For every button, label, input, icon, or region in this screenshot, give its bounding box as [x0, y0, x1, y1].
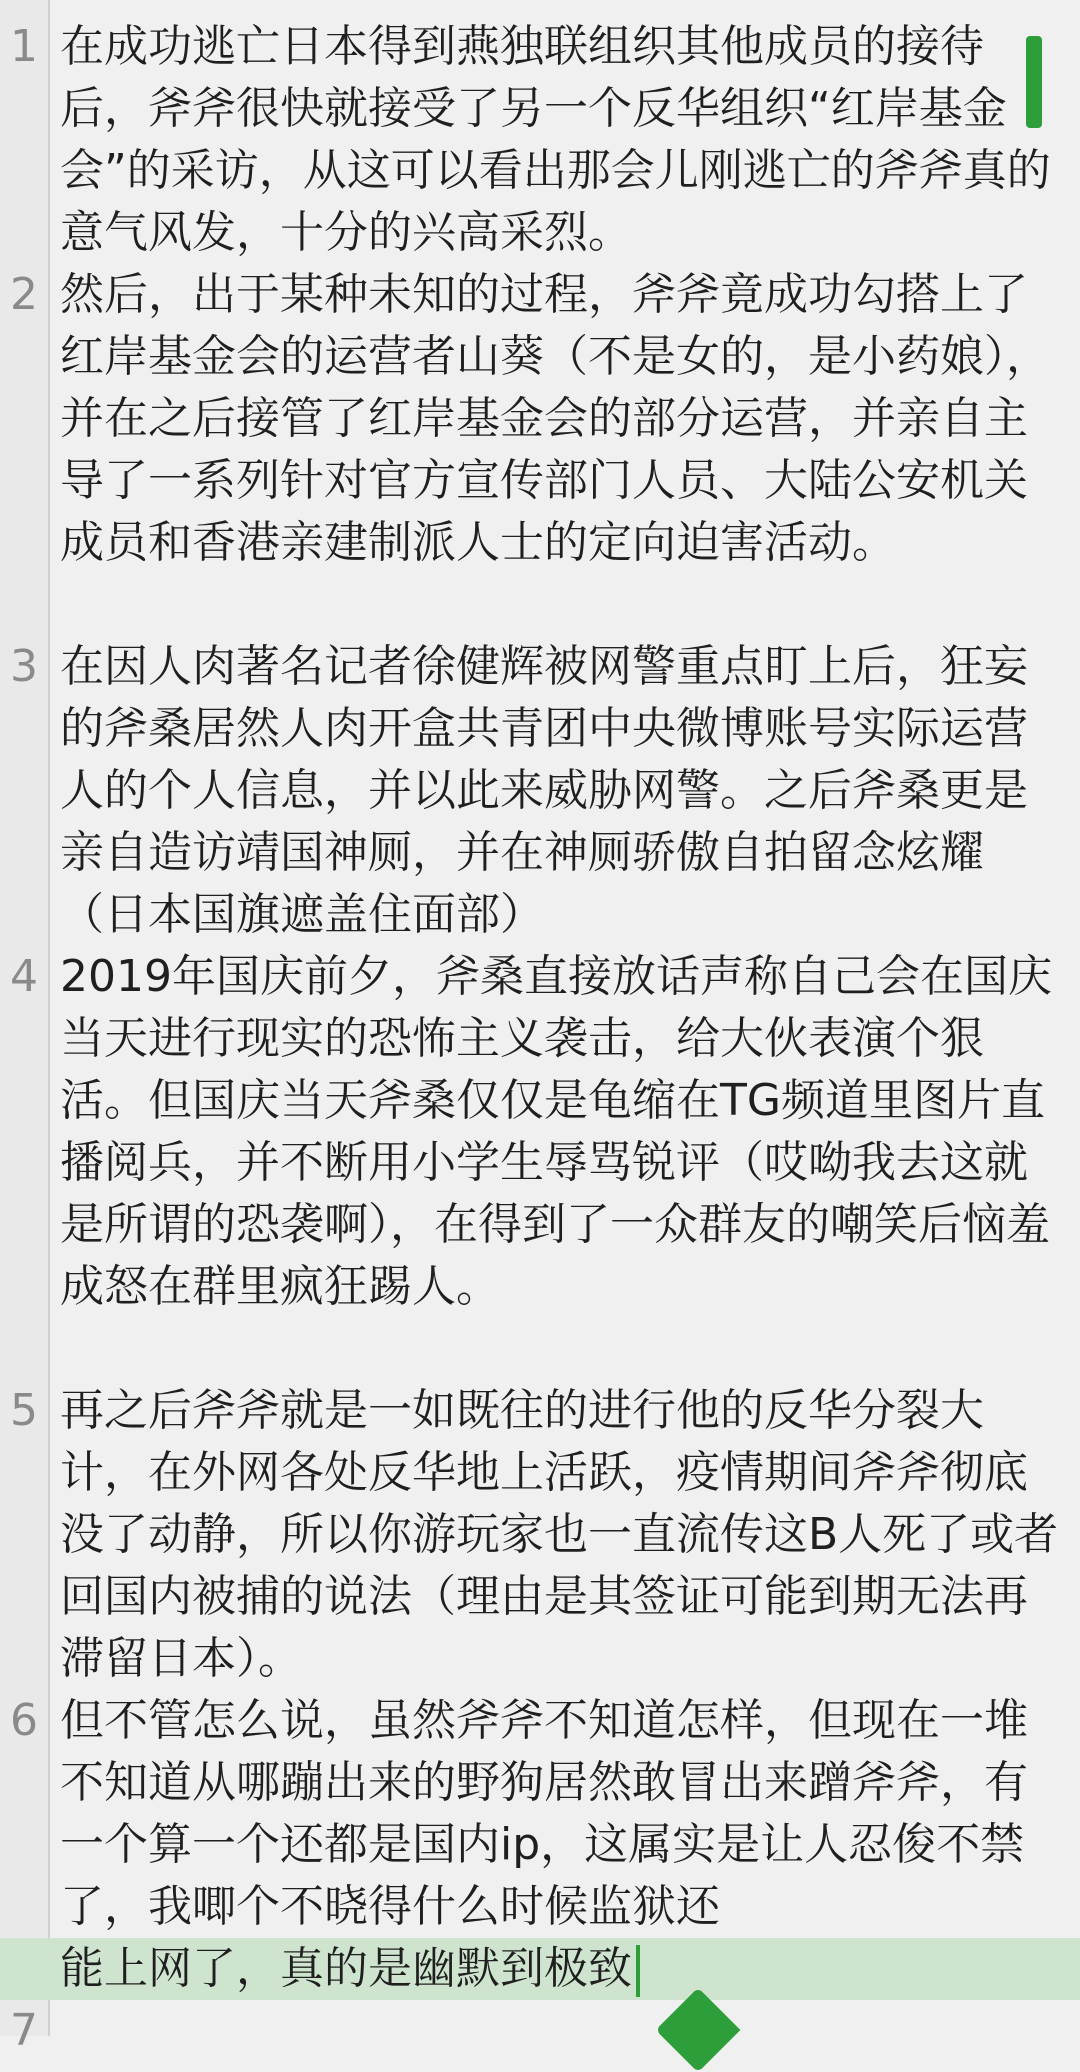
line-number: 6	[10, 1695, 38, 1746]
line-text[interactable]: 在成功逃亡日本得到燕独联组织其他成员的接待后，斧斧很快就接受了另一个反华组织“红岸基金会”的采访，从这可以看出那会儿刚逃亡的斧斧真的意气风发，十分的兴高采烈。	[60, 21, 1051, 258]
line-text[interactable]: 再之后斧斧就是一如既往的进行他的反华分裂大计，在外网各处反华地上活跃，疫情期间斧斧彻底没了动静，所以你游玩家也一直流传这B人死了或者回国内被捕的说法（理由是其签证可能到期无法再滞留日本）。	[60, 1385, 1059, 1684]
editor-line[interactable]	[0, 1380, 1080, 1690]
line-number: 7	[10, 2005, 38, 2056]
scrollbar-thumb[interactable]	[1026, 36, 1042, 128]
line-text[interactable]: 然后，出于某种未知的过程，斧斧竟成功勾搭上了红岸基金会的运营者山葵（不是女的，是小药娘），并在之后接管了红岸基金会的部分运营，并亲自主导了一系列针对官方宣传部门人员、大陆公安机关成员和香港亲建制派人士的定向迫害活动。	[60, 269, 1050, 568]
current-line-tail[interactable]: 能上网了，真的是幽默到极致	[60, 1943, 632, 1994]
line-text[interactable]: 在因人肉著名记者徐健辉被网警重点盯上后，狂妄的斧桑居然人肉开盒共青团中央微博账号实际运营人的个人信息，并以此来威胁网警。之后斧桑更是亲自造访靖国神厕，并在神厕骄傲自拍留念炫耀（日本国旗遮盖住面部）	[60, 641, 1028, 940]
line-number: 3	[10, 641, 38, 692]
line-text[interactable]: 但不管怎么说，虽然斧斧不知道怎样，但现在一堆不知道从哪蹦出来的野狗居然敢冒出来蹭斧斧，有一个算一个还都是国内ip，这属实是让人忍俊不禁了，我唧个不晓得什么时候监狱还	[60, 1695, 1028, 1932]
editor-line[interactable]	[0, 16, 1080, 264]
current-line[interactable]	[0, 1938, 1080, 2000]
line-number: 2	[10, 269, 38, 320]
line-number: 1	[10, 21, 38, 72]
editor-line[interactable]	[0, 264, 1080, 636]
line-number: 5	[10, 1385, 38, 1436]
line-number: 4	[10, 951, 38, 1002]
editor-line[interactable]	[0, 946, 1080, 1380]
current-line-text[interactable]	[60, 1938, 1068, 2000]
editor-line[interactable]	[0, 636, 1080, 946]
editor-line[interactable]	[0, 2000, 1080, 2062]
line-text[interactable]: 2019年国庆前夕，斧桑直接放话声称自己会在国庆当天进行现实的恐怖主义袭击，给大伙表演个狠活。但国庆当天斧桑仅仅是龟缩在TG频道里图片直播阅兵，并不断用小学生辱骂锐评（哎呦我去这就是所谓的恐袭啊），在得到了一众群友的嘲笑后恼羞成怒在群里疯狂踢人。	[60, 951, 1052, 1312]
editor-line[interactable]	[0, 1690, 1080, 1938]
text-caret	[636, 1945, 640, 1997]
